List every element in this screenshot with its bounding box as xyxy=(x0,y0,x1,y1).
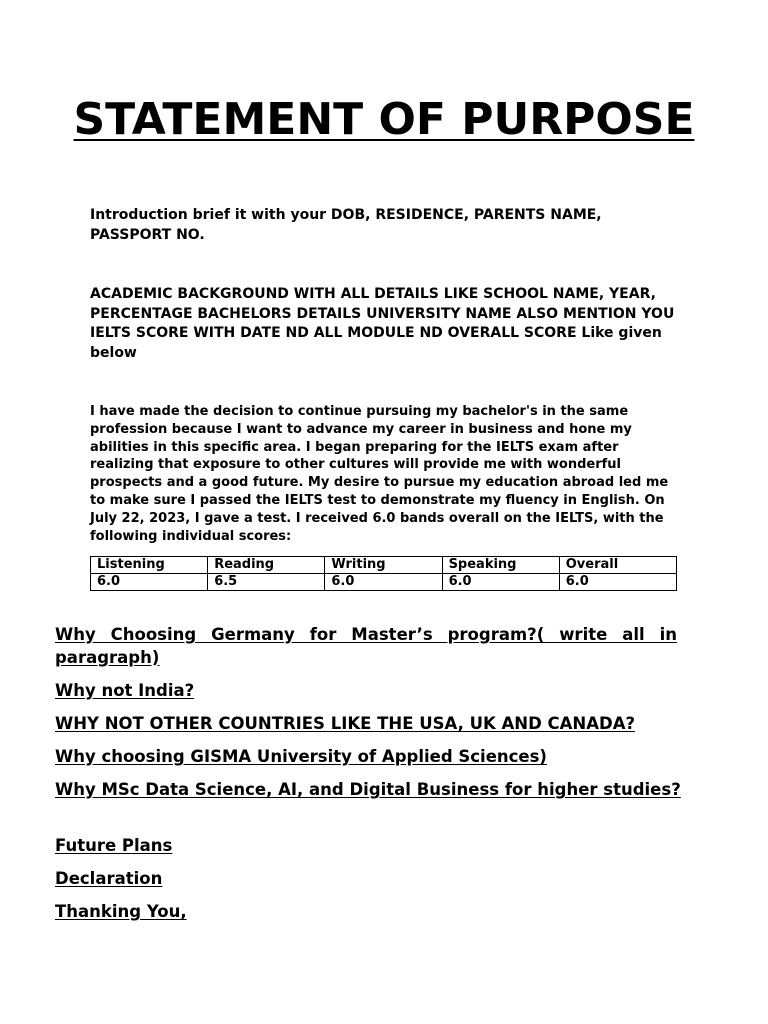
table-cell: 6.0 xyxy=(325,574,442,591)
heading-future-plans: Future Plans xyxy=(55,836,173,855)
table-cell: 6.5 xyxy=(208,574,325,591)
table-cell: 6.0 xyxy=(559,574,676,591)
heading-why-not-other-countries: WHY NOT OTHER COUNTRIES LIKE THE USA, UK AND CANADA? xyxy=(55,714,636,733)
heading-why-germany: Why Choosing Germany for Master’s program?( write all in paragraph) xyxy=(55,625,677,667)
table-header-cell: Overall xyxy=(559,557,676,574)
heading-thanking-you: Thanking You, xyxy=(55,902,187,921)
heading-why-msc: Why MSc Data Science, AI, and Digital Business for higher studies? xyxy=(55,780,681,799)
table-cell: 6.0 xyxy=(442,574,559,591)
table-header-cell: Speaking xyxy=(442,557,559,574)
table-row xyxy=(91,574,677,591)
table-header-row xyxy=(91,557,677,574)
heading-why-gisma: Why choosing GISMA University of Applied Sciences) xyxy=(55,747,547,766)
intro-paragraph: Introduction brief it with your DOB, RESIDENCE, PARENTS NAME, PASSPORT NO. xyxy=(90,207,602,243)
academic-background-paragraph: ACADEMIC BACKGROUND WITH ALL DETAILS LIKE SCHOOL NAME, YEAR, PERCENTAGE BACHELORS DETAILS UNIVERSITY NAME ALSO MENTION YOU IELTS SCORE WITH DATE ND ALL MODULE ND OVERALL SCORE Like given below xyxy=(90,286,675,361)
table-header-cell: Writing xyxy=(325,557,442,574)
table-header-cell: Listening xyxy=(91,557,208,574)
document-title: STATEMENT OF PURPOSE xyxy=(73,94,695,145)
table-cell: 6.0 xyxy=(91,574,208,591)
ielts-paragraph: I have made the decision to continue pursuing my bachelor's in the same profession because I want to advance my career in business and hone my abilities in this specific area. I began preparing for the IELTS exam after realizing that exposure to other cultures will provide me with wonderful prospects and a good future. My desire to pursue my education abroad led me to make sure I passed the IELTS test to demonstrate my fluency in English. On July 22, 2023, I gave a test. I received 6.0 bands overall on the IELTS, with the following individual scores: xyxy=(90,404,669,544)
heading-why-not-india: Why not India? xyxy=(55,681,195,700)
heading-declaration: Declaration xyxy=(55,869,163,888)
table-header-cell: Reading xyxy=(208,557,325,574)
ielts-scores-table xyxy=(90,556,677,591)
